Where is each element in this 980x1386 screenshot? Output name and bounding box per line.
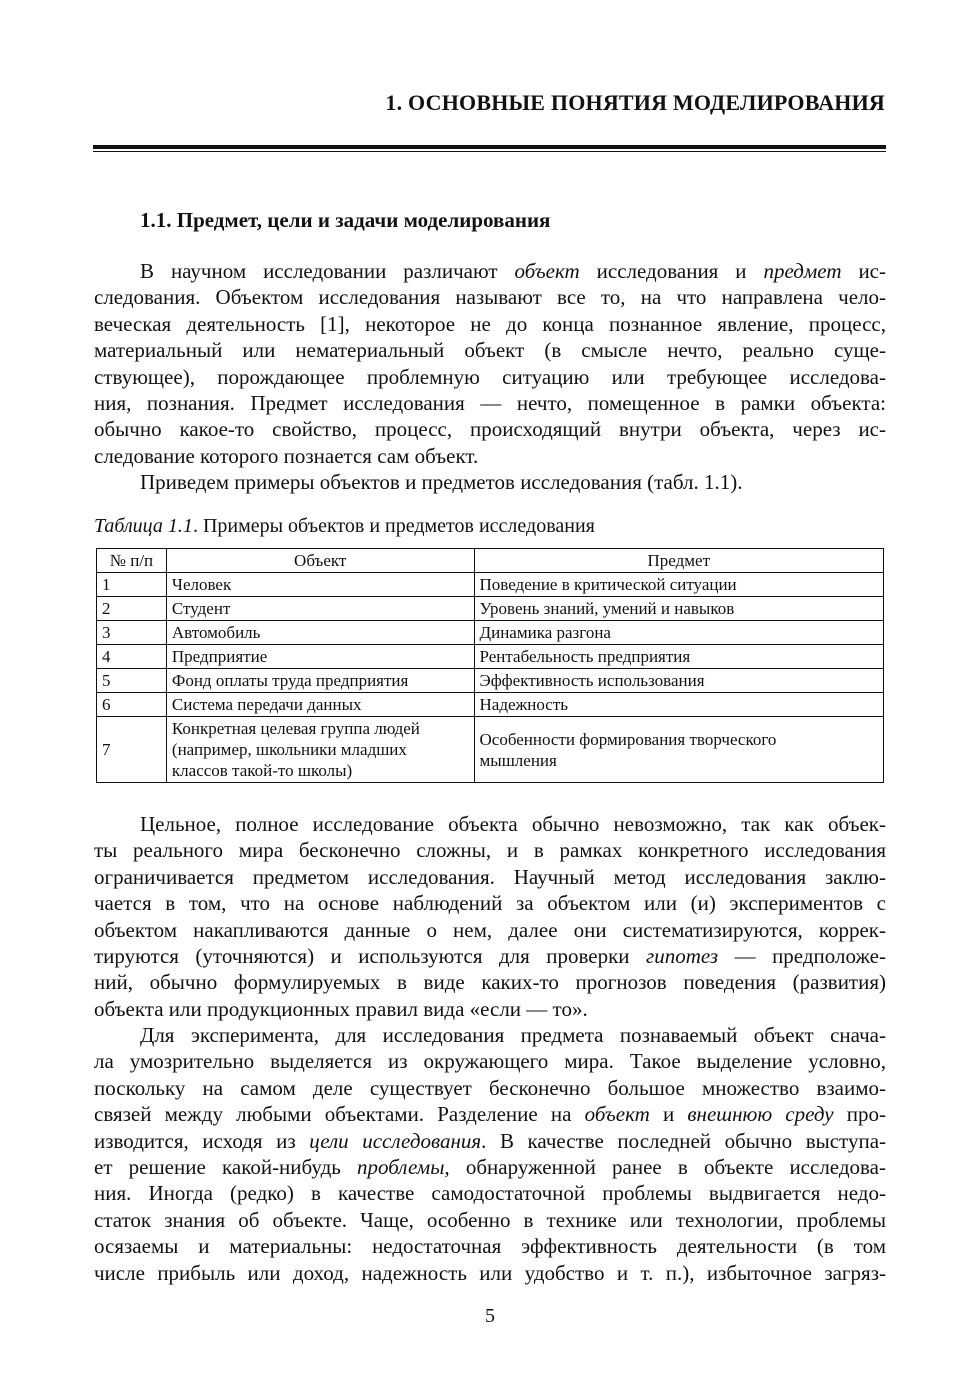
text-run: исследования и [579,259,764,283]
paragraph-line [94,1075,886,1101]
text-run: осязаемы и материальны: недостаточная эффективность деятельности (в том [94,1234,886,1259]
table-cell-number: 3 [97,621,167,645]
text-run: ствующее), порождающее проблемную ситуацию или требующее исследова- [94,364,886,389]
table-cell-subject: Особенности формирования творческого мышления [474,717,883,783]
text-run: Цельное, полное исследование объекта обычно невозможно, так как объек- [140,812,886,836]
text-run: статок знания об объекте. Чаще, особенно в технике или технологии, проблемы [94,1207,886,1232]
paragraph-line [94,890,886,916]
table-row [97,597,884,621]
text-run: связей между любыми объектами. Разделение на [94,1102,585,1127]
text-run: чается в том, что на основе наблюдений за объектом или (и) экспериментов с [94,891,886,916]
text-run: В научном исследовании различают [140,259,515,283]
table-cell-number: 4 [97,645,167,669]
table-row [97,717,884,783]
paragraph-line [94,337,886,363]
text-run: ла умозрительно выделяется из окружающего мира. Такое выделение условно, [94,1049,886,1074]
text-run: и [649,1102,688,1127]
table-cell-object: Конкретная целевая группа людей (например, школьники младших классов такой-то школы) [166,717,474,783]
table-cell-object: Студент [166,597,474,621]
text-run: ния. Иногда (редко) в качестве самодостаточной проблемы выдвигается недо- [94,1181,886,1206]
paragraph-line [94,837,886,863]
table-cell-object: Предприятие [166,645,474,669]
paragraph-line [94,1180,886,1206]
paragraph-3 [94,811,886,1022]
text-run: ет решение какой-нибудь [94,1154,358,1179]
table-caption [94,515,595,538]
paragraph-line [94,969,886,995]
text-run: объектом накапливаются данные о нем, далее они систематизируются, коррек- [94,917,886,942]
table-caption-text: . Примеры объектов и предметов исследования [192,515,595,537]
text-run: веческая деятельность [1], некоторое не до конца познанное явление, процесс, [94,311,886,336]
paragraph-line [94,1101,886,1127]
table-row [97,669,884,693]
text-run: материальный или нематериальный объект (в смысле нечто, реально суще- [94,338,886,363]
text-run: следование которого познается сам объект. [94,443,479,468]
text-run: числе прибыль или доход, надежность или удобство и т. п.), избыточное загряз- [94,1260,886,1285]
paragraph-1 [94,258,886,469]
paragraph-line [94,443,886,469]
paragraph-line [94,1154,886,1180]
paragraph-line [94,364,886,390]
text-run: поскольку на самом деле существует бесконечно большое множество взаимо- [94,1075,886,1100]
text-run: изводится, исходя из [94,1128,310,1153]
table-header-cell: № п/п [97,549,167,573]
paragraph-line [94,1260,886,1286]
paragraph-2 [94,469,886,495]
header-rule-thin [93,151,886,152]
paragraph-line [94,1022,886,1048]
table-cell-object: Фонд оплаты труда предприятия [166,669,474,693]
text-run: объекта или продукционных правил вида «если — то». [94,996,588,1021]
examples-table [96,548,884,783]
emphasis-text: внешнюю среду [687,1102,834,1127]
table-cell-subject: Уровень знаний, умений и навыков [474,597,883,621]
emphasis-text: проблемы [357,1154,445,1179]
text-run: Для эксперимента, для исследования предмета познаваемый объект снача- [140,1023,886,1047]
paragraph-line [94,1048,886,1074]
table-row [97,645,884,669]
header-rule-thick [93,145,886,149]
table-cell-subject: Поведение в критической ситуации [474,573,883,597]
table-row [97,621,884,645]
table-cell-number: 2 [97,597,167,621]
paragraph-line [94,1207,886,1233]
table-cell-number: 6 [97,693,167,717]
emphasis-text: объект [514,259,580,283]
emphasis-text: гипотез [646,943,719,968]
paragraph-line [94,864,886,890]
text-run: ний, обычно формулируемых в виде каких-то прогнозов поведения (развития) [94,970,886,995]
text-run: ограничивается предметом исследования. Научный метод исследования заклю- [94,864,886,889]
text-run: . В качестве последней обычно выступа- [481,1128,887,1153]
section-title: 1.1. Предмет, цели и задачи моделирования [140,208,551,232]
paragraph-line [94,284,886,310]
paragraph-4 [94,1022,886,1286]
table-cell-subject: Рентабельность предприятия [474,645,883,669]
table-cell-subject: Надежность [474,693,883,717]
text-run: тируются (уточняются) и используются для проверки [94,943,647,968]
table-header-cell: Предмет [474,549,883,573]
table-caption-prefix: Таблица 1.1 [94,515,193,537]
paragraph-line [94,811,886,837]
table-row [97,693,884,717]
paragraph-line [94,258,886,284]
paragraph-line [94,1128,886,1154]
text-run: , обнаруженной ранее в объекте исследова- [444,1154,886,1179]
text-run: ис- [841,259,886,283]
table-cell-object: Автомобиль [166,621,474,645]
emphasis-text: предмет [763,259,842,283]
text-run: ты реального мира бесконечно сложны, и в рамках конкретного исследования [94,838,886,863]
text-run: Приведем примеры объектов и предметов исследования (табл. 1.1). [140,470,743,494]
table-cell-object: Человек [166,573,474,597]
table-cell-subject: Динамика разгона [474,621,883,645]
chapter-title: 1. ОСНОВНЫЕ ПОНЯТИЯ МОДЕЛИРОВАНИЯ [385,90,885,115]
paragraph-line [94,469,886,495]
paragraph-line [94,311,886,337]
table-header-row [97,549,884,573]
text-run: ния, познания. Предмет исследования — нечто, помещенное в рамки объекта: [94,390,886,415]
text-run: про- [833,1102,886,1127]
table-cell-object: Система передачи данных [166,693,474,717]
table-cell-number: 5 [97,669,167,693]
table-header-cell: Объект [166,549,474,573]
text-run: — предположе- [718,943,886,968]
table-cell-subject: Эффективность использования [474,669,883,693]
text-run: следования. Объектом исследования называют все то, на что направлена чело- [94,285,886,310]
paragraph-line [94,416,886,442]
emphasis-text: цели исследования [309,1128,482,1153]
emphasis-text: объект [584,1102,650,1127]
page-number: 5 [485,1305,495,1327]
table-cell-number: 7 [97,717,167,783]
paragraph-line [94,996,886,1022]
table-cell-number: 1 [97,573,167,597]
paragraph-line [94,943,886,969]
paragraph-line [94,917,886,943]
paragraph-line [94,390,886,416]
table-row [97,573,884,597]
text-run: обычно какое-то свойство, процесс, происходящий внутри объекта, через ис- [94,417,886,442]
paragraph-line [94,1233,886,1259]
